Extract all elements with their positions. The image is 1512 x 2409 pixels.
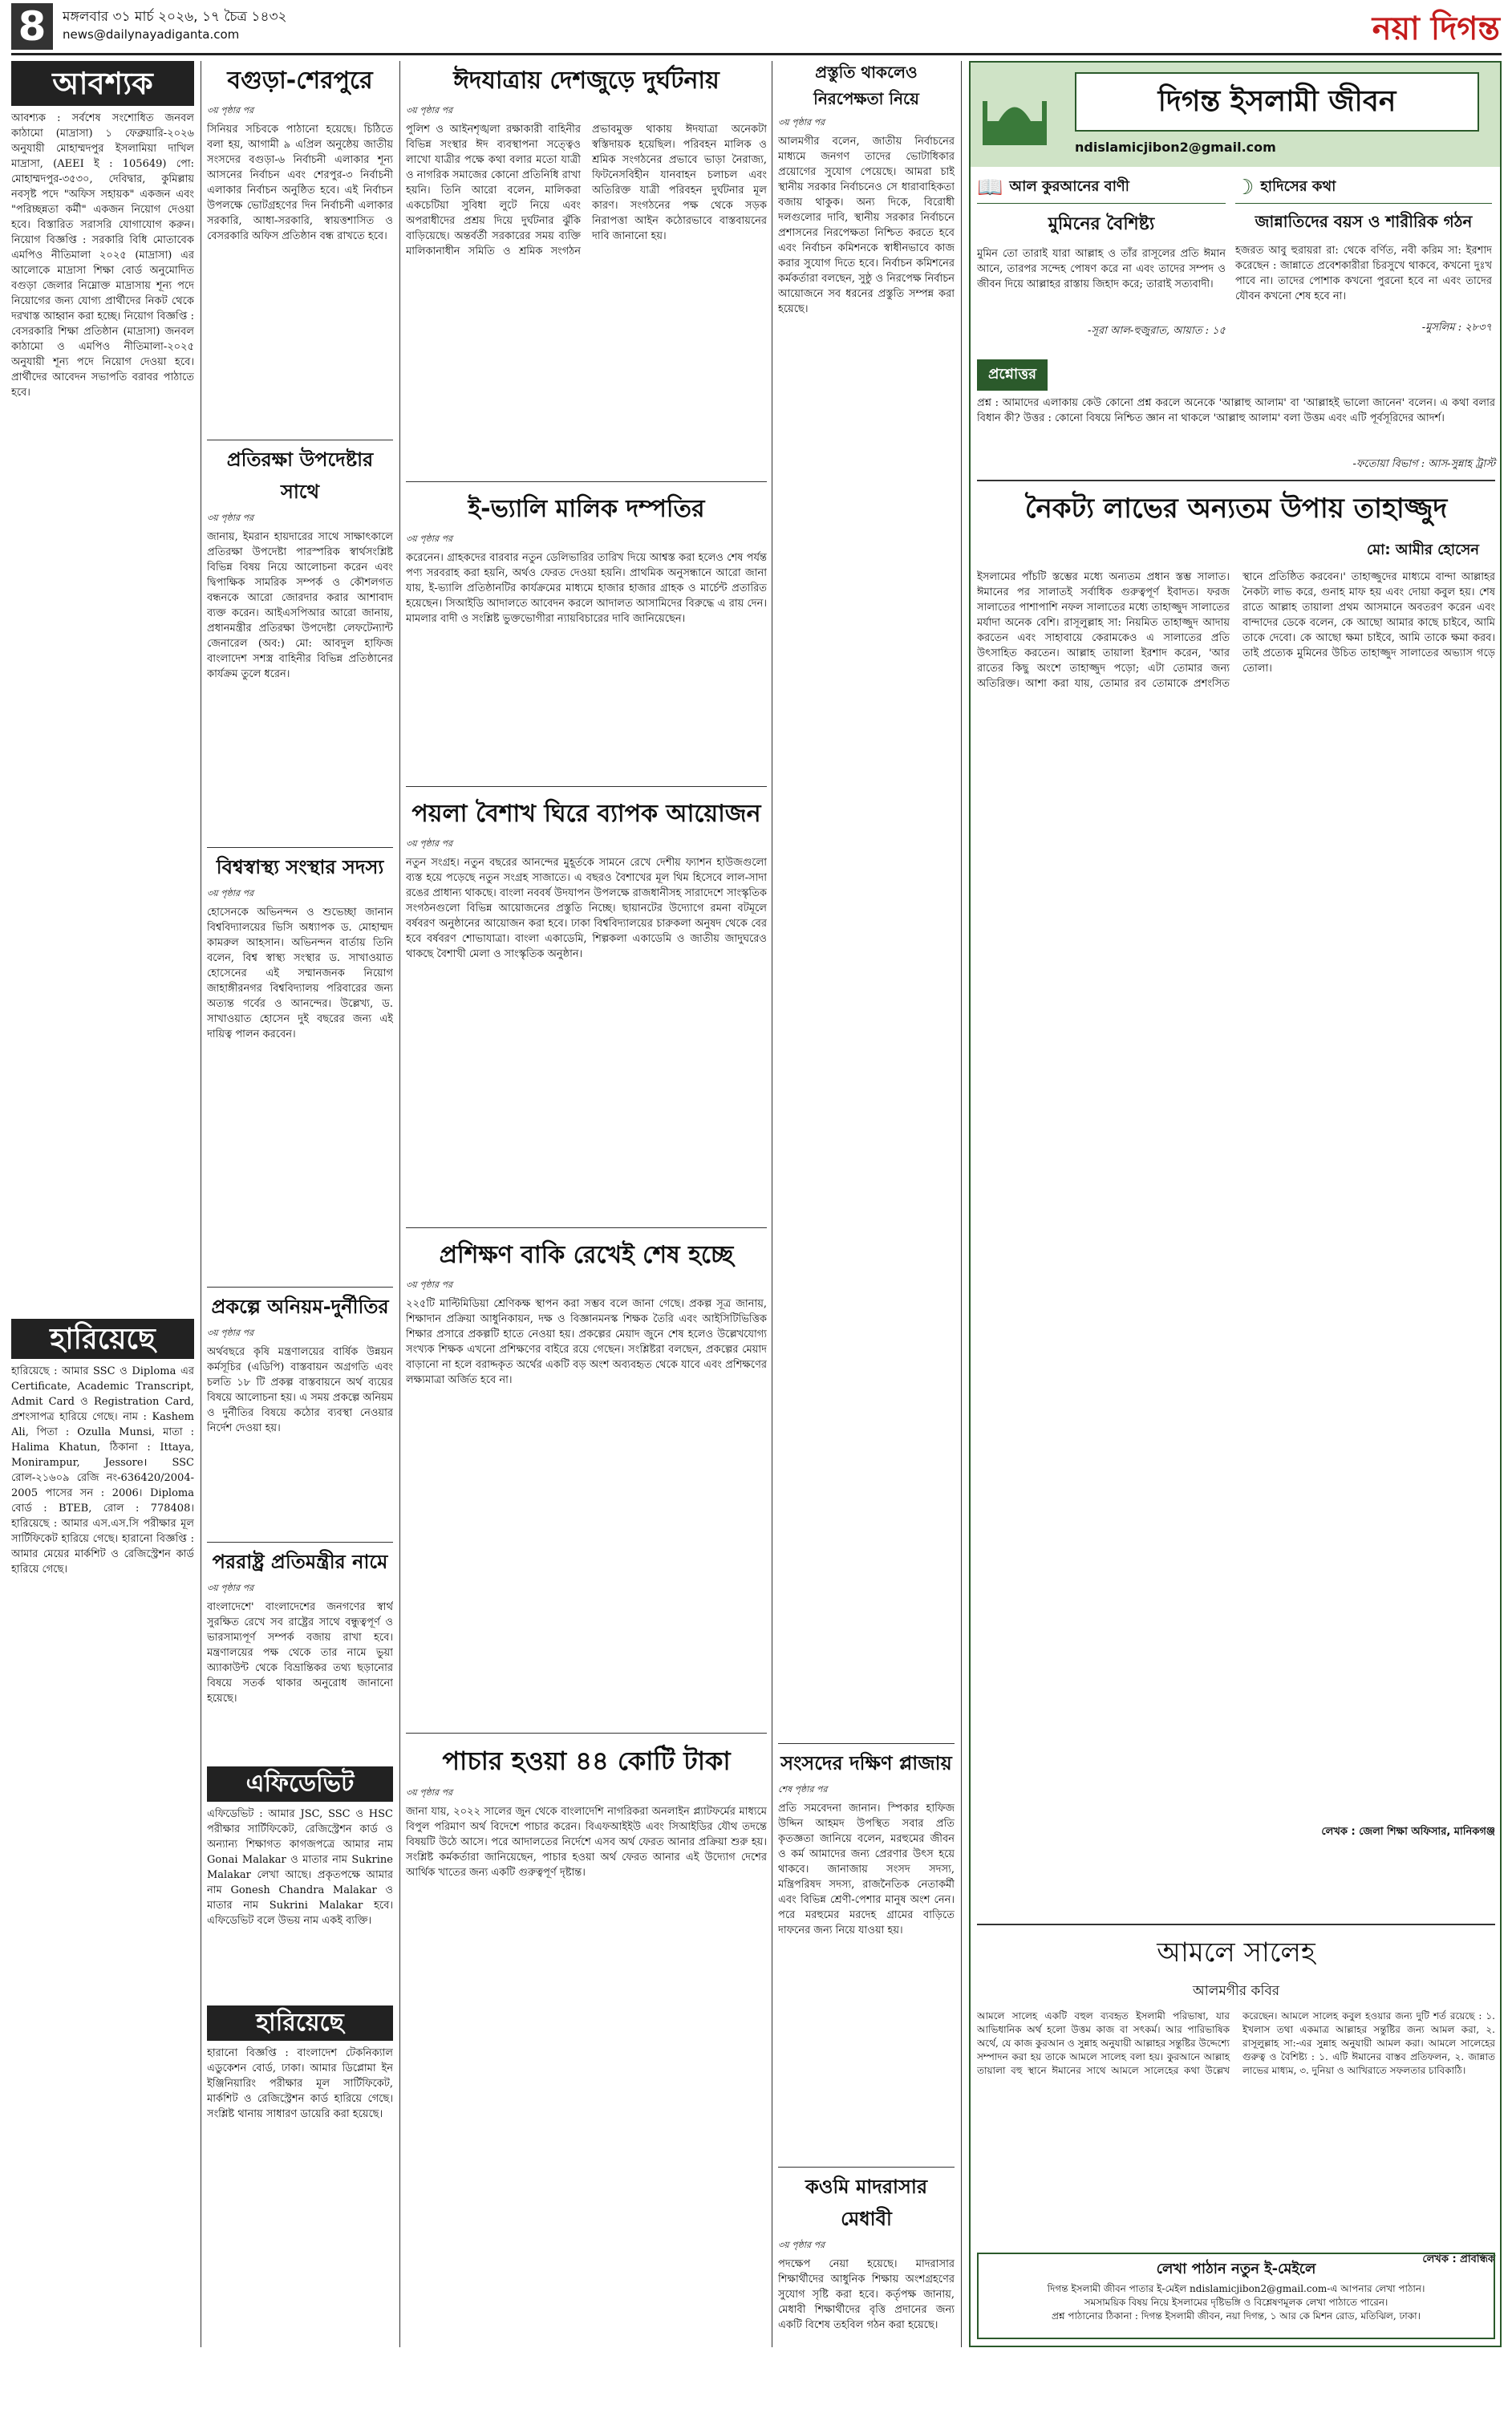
qawmi-headline: কওমি মাদরাসার মেধাবী xyxy=(805,2176,928,2230)
preparation-body: আলমগীর বলেন, জাতীয় নির্বাচনের মাধ্যমে জনগণ তাদের ভোটাধিকার প্রয়োগের সুযোগ পেয়েছে। আমরা চাই স্থানীয় সরকার নির্বাচনেও সে ধারাবাহিকতা বজায় থাকুক। অন্য দিকে, বিরোধী দলগুলোর দাবি, স্থানীয় সরকার নির্বাচনে প্রশাসনের নিরপেক্ষতা নিশ্চিত করতে হবে এবং নির্বাচন কমিশনকে স্বাধীনভাবে কাজ করার সুযোগ দিতে হবে। নির্বাচন কমিশনের কর্মকর্তারা বলছেন, সুষ্ঠু ও নিরপেক্ষ নির্বাচন আয়োজনে সব ধরনের প্রস্তুতি সম্পন্ন করা হয়েছে। xyxy=(778,136,955,315)
boishakh-continued: ৩য় পৃষ্ঠার পর xyxy=(406,838,453,849)
col2-divider xyxy=(399,61,400,2347)
hadith-label-row xyxy=(1235,175,1492,204)
tahajjud-article xyxy=(977,488,1495,1841)
foreign-state-continued: ৩য় পৃষ্ঠার পর xyxy=(207,1583,254,1593)
boishakh-headline: পয়লা বৈশাখ ঘিরে ব্যাপক আয়োজন xyxy=(411,800,761,828)
bogura-headline: বগুড়া-শেরপুরে xyxy=(227,67,373,95)
write-body-2: সমসাময়িক বিষয় নিয়ে ইসলামের দৃষ্টিভঙ্গি ও বিশ্লেষণমূলক লেখা পাঠাতে পারেন। xyxy=(1084,2297,1388,2308)
column-2 xyxy=(207,61,393,2222)
amal-headline: আমলে সালেহ xyxy=(1157,1937,1315,1969)
boishakh-body: নতুন সংগ্রহ। নতুন বছরের আনন্দের মুহূর্তকে সামনে রেখে দেশীয় ফ্যাশন হাউজগুলো ব্যস্ত হয়ে পড়েছে নতুন সংগ্রহ সাজাতে। এ বছরও বৈশাখের মূল থিম হিসেবে লাল-সাদা রঙের প্রাধান্য থাকছে। বাংলা নববর্ষ উদযাপন উপলক্ষে রাজধানীসহ সারাদেশে সাংস্কৃতিক সংগঠনগুলো বিভিন্ন আয়োজনের প্রস্তুতি নিচ্ছে। ছায়ানটের উদ্যোগে রমনা বটমূলে বর্ষবরণ অনুষ্ঠানের আয়োজন করা হবে। ঢাকা বিশ্ববিদ্যালয়ের চারুকলা অনুষদ থেকে বের হবে বর্ষবরণ শোভাযাত্রা। বাংলা একাডেমি, শিল্পকলা একাডেমি ও জাতীয় জাদুঘরেও থাকছে বৈশাখী মেলা ও সাংস্কৃতিক অনুষ্ঠান। xyxy=(406,857,767,960)
quran-label-row xyxy=(977,175,1226,204)
islamic-section xyxy=(969,61,1502,2347)
mosque-icon xyxy=(979,77,1051,149)
hadith-title: জান্নাতিদের বয়স ও শারীরিক গঠন xyxy=(1255,212,1473,231)
lost-title-1: হারিয়েছে xyxy=(11,1319,194,1359)
tahajjud-author: মো: আমীর হোসেন xyxy=(1366,541,1479,558)
quran-label: আল কুরআনের বাণী xyxy=(1009,178,1129,195)
hadith-label: হাদিসের কথা xyxy=(1260,178,1336,195)
qa-ref: -ফতোয়া বিভাগ : আস-সুন্নাহ ট্রাস্ট xyxy=(1352,458,1495,470)
islamic-header xyxy=(971,63,1500,167)
qa-block xyxy=(977,359,1495,473)
qa-title: প্রশ্নোত্তর xyxy=(977,359,1048,391)
lost-body-2: হারানো বিজ্ঞপ্তি : বাংলাদেশ টেকনিক্যাল এডুকেশন বোর্ড, ঢাকা। আমার ডিপ্লোমা ইন ইঞ্জিনিয়ারিং পরীক্ষার মূল সার্টিফিকেট, মার্কশিট ও রেজিস্ট্রেশন কার্ড হারিয়ে গেছে। সংশ্লিষ্ট থানায় সাধারণ ডায়েরি করা হয়েছে। xyxy=(207,2047,393,2120)
qawmi-continued: ৩য় পৃষ্ঠার পর xyxy=(778,2240,825,2250)
training-body: ২২৫টি মাল্টিমিডিয়া শ্রেণিকক্ষ স্থাপন করা সম্ভব বলে জানা গেছে। প্রকল্প সূত্র জানায়, শিক্ষাদান প্রক্রিয়া আধুনিকায়ন, দক্ষ ও বিজ্ঞানমনস্ক শিক্ষক তৈরি এবং আইসিটিভিত্তিক শিক্ষার প্রসারে প্রকল্পটি হাতে নেওয়া হয়। প্রকল্পের মেয়াদ জুনে শেষ হলেও উল্লেখযোগ্য সংখ্যক শিক্ষক এখনো প্রশিক্ষণের বাইরে রয়ে গেছেন। সংশ্লিষ্টরা বলছেন, প্রকল্পের মেয়াদ বাড়ানো না হলে বরাদ্দকৃত অর্থের একটি বড় অংশ অব্যবহৃত থেকে যাবে এবং প্রশিক্ষণের লক্ষ্যমাত্রা অর্জিত হবে না। xyxy=(406,1298,767,1386)
eid-accident-article xyxy=(406,61,767,499)
eid-accident-body: পুলিশ ও আইনশৃঙ্খলা রক্ষাকারী বাহিনীর বিভিন্ন সংস্থার ঈদ ব্যবস্থাপনা সত্ত্বেও লাখো যাত্রীর পক্ষে কথা বলার মতো যাত্রী ও নাগরিক সমাজের কোনো প্রতিনিধি রাখা হয়নি। তিনি আরো বলেন, মালিকরা একচেটিয়া সুবিধা লুটে নিয়ে এবং অপরাধীদের প্রশ্রয় দিয়ে দুর্ঘটনার ঝুঁকি বাড়িয়েছে। অন্তর্বর্তী সরকারের সময় ব্যক্তি মালিকানাধীন সমিতি ও শ্রমিক সংগঠন প্রভাবমুক্ত থাকায় ঈদযাত্রা অনেকটা স্বস্তিদায়ক হয়েছিল। পরিবহন মালিক ও শ্রমিক সংগঠনের প্রভাবে ভাড়া নৈরাজ্য, ফিটনেসবিহীন যানবাহন চলাচল এবং অতিরিক্ত যাত্রী পরিবহন দুর্ঘটনার মূল কারণ। সংগঠনের পক্ষ থেকে সড়ক নিরাপত্তা আইন কঠোরভাবে বাস্তবায়নের দাবি জানানো হয়। xyxy=(406,124,767,258)
defense-headline: প্রতিরক্ষা উপদেষ্টার সাথে xyxy=(226,448,374,503)
masthead-logo: নয়া দিগন্ত xyxy=(1372,10,1500,47)
evaly-headline: ই-ভ্যালি মালিক দম্পতির xyxy=(468,495,705,523)
evaly-article xyxy=(406,489,767,791)
training-continued: ৩য় পৃষ্ঠার পর xyxy=(406,1280,453,1290)
classifieds-title: আবশ্যক xyxy=(11,61,194,106)
classifieds-body: আবশ্যক : সর্বশেষ সংশোধিত জনবল কাঠামো (মাদ্রাসা) ১ ফেব্রুয়ারি-২০২৬ অনুযায়ী মোহাম্মদপুর ইসলামিয়া দাখিল মাদ্রাসা, (AEEI ই : 105649) পো: মোহাম্মদপুর-৩৫৩০, দেবিদ্বার, কুমিল্লায় নবসৃষ্ট পদে "অফিস সহায়ক" একজন এবং "পরিচ্ছন্নতা কর্মী" একজন নিয়োগ দেওয়া হবে। বিস্তারিত সরাসরি যোগাযোগ করুন। নিয়োগ বিজ্ঞপ্তি : সরকারি বিধি মোতাবেক এমপিও নীতিমালা ২০২৫ (মাদ্রাসা) এর আলোকে মাদ্রাসা শিক্ষা বোর্ড অনুমোদিত বগুড়া জেলার নিম্নোক্ত মাদ্রাসায় শূন্য পদে নিয়োগের জন্য যোগ্য প্রার্থীদের নিকট থেকে দরখাস্ত আহ্বান করা হচ্ছে। নিয়োগ বিজ্ঞপ্তি : বেসরকারি শিক্ষা প্রতিষ্ঠান (মাদ্রাসা) জনবল কাঠামো ও এমপিও নীতিমালা-২০২৫ অনুযায়ী শূন্য পদে নিয়োগ দেওয়া হবে। প্রার্থীদের আবেদন সভাপতি বরাবর পাঠাতে হবে। xyxy=(11,112,194,399)
amal-article xyxy=(977,1932,1495,2269)
col2-rule-2 xyxy=(207,847,393,848)
training-headline: প্রশিক্ষণ বাকি রেখেই শেষ হচ্ছে xyxy=(439,1241,734,1269)
eid-accident-rule xyxy=(406,481,767,482)
masthead-date: মঙ্গলবার ৩১ মার্চ ২০২৬, ১৭ চৈত্র ১৪৩২ xyxy=(63,9,287,25)
smuggling-body: জানা যায়, ২০২২ সালের জুন থেকে বাংলাদেশি নাগরিকরা অনলাইন প্ল্যাটফর্মের মাধ্যমে বিপুল পরিমাণ অর্থ বিদেশে পাচার করেন। বিএফআইইউ এবং সিআইডির যৌথ তদন্তে বিষয়টি উঠে আসে। পরে আদালতের নির্দেশে এসব অর্থ ফেরত আনার প্রক্রিয়া শুরু হয়। সংশ্লিষ্ট কর্মকর্তারা জানিয়েছেন, পাচার হওয়া অর্থ ফেরত আনার এই উদ্যোগ দেশের আর্থিক খাতের জন্য একটি গুরুত্বপূর্ণ দৃষ্টান্ত। xyxy=(406,1806,767,1879)
amal-body: আমলে সালেহ একটি বহুল ব্যবহৃত ইসলামী পরিভাষা, যার আভিধানিক অর্থ হলো উত্তম কাজ বা সৎকর্ম। আর পারিভাষিক অর্থে, যে কাজ কুরআন ও সুন্নাহ অনুযায়ী আল্লাহর সন্তুষ্টির উদ্দেশ্যে সম্পাদন করা হয় তাকে আমলে সালেহ বলা হয়। কুরআনে আল্লাহ তায়ালা বহু স্থানে ঈমানের সাথে আমলে সালেহের কথা উল্লেখ করেছেন। আমলে সালেহ কবুল হওয়ার জন্য দুটি শর্ত রয়েছে : ১. ইখলাস তথা একমাত্র আল্লাহর সন্তুষ্টির জন্য আমল করা, ২. রাসূলুল্লাহ সা:-এর সুন্নাহ অনুযায়ী আমল করা। আমলে সালেহের গুরুত্ব ও বৈশিষ্ট্য : ১. এটি ঈমানের বাস্তব প্রতিফলন, ২. জান্নাত লাভের মাধ্যম, ৩. দুনিয়া ও আখিরাতে সফলতার চাবিকাঠি। xyxy=(977,2010,1495,2076)
tahajjud-headline: নৈকট্য লাভের অন্যতম উপায় তাহাজ্জুদ xyxy=(1024,493,1448,525)
write-body-1: দিগন্ত ইসলামী জীবন পাতার ই-মেইল ndislamicjibon2@gmail.com-এ আপনার লেখা পাঠান। xyxy=(1047,2283,1425,2294)
defense-continued: ৩য় পৃষ্ঠার পর xyxy=(207,513,254,523)
irregularity-headline: প্রকল্পে অনিয়ম-দুর্নীতির xyxy=(211,1296,389,1318)
lost-title-2: হারিয়েছে xyxy=(207,2005,393,2041)
preparation-headline: প্রস্তুতি থাকলেও নিরপেক্ষতা নিয়ে xyxy=(813,63,919,108)
col5-rule-1 xyxy=(778,1743,955,1744)
masthead-email: news@dailynayadiganta.com xyxy=(63,27,240,42)
col2-rule-4 xyxy=(207,1542,393,1543)
qawmi-body: পদক্ষেপ নেয়া হয়েছে। মাদরাসার শিক্ষার্থীদের আধুনিক শিক্ষায় অংশগ্রহণের সুযোগ সৃষ্টি করা হবে। কর্তৃপক্ষ জানায়, মেধাবী শিক্ষার্থীদের বৃত্তি প্রদানের জন্য একটি বিশেষ তহবিল গঠন করা হয়েছে। xyxy=(778,2258,955,2331)
tahajjud-sign: লেখক : জেলা শিক্ষা অফিসার, মানিকগঞ্জ xyxy=(1321,1826,1495,1838)
training-article xyxy=(406,1235,767,1746)
bogura-body: সিনিয়র সচিবকে পাঠানো হয়েছে। চিঠিতে বলা হয়, আগামী ৯ এপ্রিল অনুষ্ঠেয় জাতীয় সংসদের বগুড়া-৬ নির্বাচনী এলাকার শূন্য আসনের নির্বাচন এবং শেরপুর-৩ নির্বাচনী এলাকার নির্বাচন অনুষ্ঠিত হবে। এই নির্বাচন উপলক্ষে ভোটগ্রহণের দিন নির্বাচনী এলাকার সরকারি, আধা-সরকারি, স্বায়ত্তশাসিত ও বেসরকারি অফিস প্রতিষ্ঠান বন্ধ রাখতে হবে। xyxy=(207,124,393,242)
foreign-state-body: বাংলাদেশে' বাংলাদেশের জনগণের স্বার্থ সুরক্ষিত রেখে সব রাষ্ট্রের সাথে বন্ধুত্বপূর্ণ ও ভারসাম্যপূর্ণ সম্পর্ক বজায় রাখা হবে। মন্ত্রণালয়ের পক্ষ থেকে তার নামে ভুয়া অ্যাকাউন্ট থেকে বিভ্রান্তিকর তথ্য ছড়ানোর বিষয়ে সতর্ক থাকার অনুরোধ জানানো হয়েছে। xyxy=(207,1601,393,1705)
col5-divider xyxy=(961,61,962,2347)
tahajjud-body: ইসলামের পাঁচটি স্তম্ভের মধ্যে অন্যতম প্রধান স্তম্ভ সালাত। ঈমানের পর সালাতই সর্বাধিক গুরুত্বপূর্ণ ইবাদত। ফরজ সালাতের পাশাপাশি নফল সালাতের মধ্যে তাহাজ্জুদ সালাতের মর্যাদা অনেক বেশি। রাসূলুল্লাহ সা: নিয়মিত তাহাজ্জুদ আদায় করতেন এবং সাহাবায়ে কেরামকেও এ সালাতের প্রতি উৎসাহিত করতেন। আল্লাহ তায়ালা ইরশাদ করেন, 'আর রাতের কিছু অংশে তাহাজ্জুদ পড়ো; এটা তোমার জন্য অতিরিক্ত। আশা করা যায়, তোমার রব তোমাকে প্রশংসিত স্থানে প্রতিষ্ঠিত করবেন।' তাহাজ্জুদের মাধ্যমে বান্দা আল্লাহর নৈকট্য লাভ করে, গুনাহ মাফ হয় এবং দোয়া কবুল হয়। শেষ রাতে আল্লাহ তায়ালা প্রথম আসমানে অবতরণ করেন এবং বান্দাদের ডেকে বলেন, কে আছো আমার কাছে চাইবে, আমি তাকে দেবো। কে আছো ক্ষমা চাইবে, আমি তাকে ক্ষমা করব। তাই প্রত্যেক মুমিনের উচিত তাহাজ্জুদ সালাতের অভ্যাস গড়ে তোলা। xyxy=(977,571,1495,690)
affidavit-body: এফিডেভিট : আমার JSC, SSC ও HSC পরীক্ষার সার্টিফিকেট, রেজিস্ট্রেশন কার্ড ও অন্যান্য শিক্ষাগত কাগজপত্রে আমার নাম Gonai Malakar ও মাতার নাম Sukrine Malakar লেখা আছে। প্রকৃতপক্ষে আমার নাম Gonesh Chandra Malakar ও মাতার নাম Sukrini Malakar হবে। এফিডেভিট বলে উভয় নাম একই ব্যক্তি। xyxy=(207,1808,393,1927)
page-number-box xyxy=(11,3,53,50)
smuggling-article xyxy=(406,1741,767,2318)
who-headline: বিশ্বস্বাস্থ্য সংস্থার সদস্য xyxy=(216,856,384,878)
training-rule xyxy=(406,1733,767,1734)
eid-accident-continued: ৩য় পৃষ্ঠার পর xyxy=(406,105,453,116)
preparation-continued: ৩য় পৃষ্ঠার পর xyxy=(778,117,825,128)
tahajjud-top-rule xyxy=(977,480,1495,481)
boishakh-rule xyxy=(406,1227,767,1228)
hadith-ref: -মুসলিম : ২৮৩৭ xyxy=(1421,322,1492,334)
irregularity-continued: ৩য় পৃষ্ঠার পর xyxy=(207,1328,254,1338)
islamic-header-title: দিগন্ত ইসলামী জীবন xyxy=(1157,85,1396,118)
evaly-rule xyxy=(406,786,767,787)
column-5 xyxy=(778,61,955,2409)
amal-author: আলমগীর কবির xyxy=(1192,1983,1280,1999)
islamic-header-title-box xyxy=(1075,72,1479,132)
col2-rule-3 xyxy=(207,1287,393,1288)
smuggling-continued: ৩য় পৃষ্ঠার পর xyxy=(406,1787,453,1798)
parliament-headline: সংসদের দক্ষিণ প্লাজায় xyxy=(780,1752,952,1774)
eid-accident-headline: ঈদযাত্রায় দেশজুড়ে দুর্ঘটনায় xyxy=(453,67,720,95)
amal-sign: লেখক : প্রাবন্ধিক xyxy=(1422,2253,1495,2265)
who-body: হোসেনকে অভিনন্দন ও শুভেচ্ছা জানান বিশ্ববিদ্যালয়ের ভিসি অধ্যাপক ড. মোহাম্মদ কামরুল আহসান। অভিনন্দন বার্তায় তিনি বলেন, বিশ্ব স্বাস্থ্য সংস্থার ড. সাখাওয়াত হোসেনের এই সম্মানজনক নিয়োগ জাহাঙ্গীরনগর বিশ্ববিদ্যালয় পরিবারের জন্য অত্যন্ত গর্বের ও আনন্দের। উল্লেখ্য, ড. সাখাওয়াত হোসেন দুই বছরের জন্য এই দায়িত্ব পালন করবেন। xyxy=(207,906,393,1040)
evaly-body: করেনেন। গ্রাহকদের বারবার নতুন ডেলিভারির তারিখ দিয়ে আশ্বস্ত করা হলেও শেষ পর্যন্ত পণ্য সরবরাহ করা হয়নি, অর্থও ফেরত দেওয়া হয়নি। প্রাথমিক অনুসন্ধানে আরো জানা যায়, ই-ভ্যালি প্রতিষ্ঠানটির কার্যক্রমের মাধ্যমে হাজার হাজার গ্রাহক ও মার্চেন্ট প্রতারিত হয়েছেন। সিআইডি আদালতে আবেদন করলে আদালত আসামিদের বিরুদ্ধে এ রায় দেন। মামলার বাদী ও সংশ্লিষ্ট ভুক্তভোগীরা ন্যায়বিচারের দাবি জানিয়েছেন। xyxy=(406,552,767,625)
hadith-block xyxy=(1235,175,1492,337)
boishakh-article xyxy=(406,794,767,1232)
affidavit-title: এফিডেভিট xyxy=(207,1766,393,1802)
hadith-body: হজরত আবু হুরায়রা রা: থেকে বর্ণিত, নবী করিম সা: ইরশাদ করেছেন : জান্নাতে প্রবেশকারীরা চিরসুখে থাকবে, কখনো দুঃখ পাবে না। তাদের পোশাক কখনো পুরনো হবে না এবং তাদের যৌবন কখনো শেষ হবে না। xyxy=(1235,245,1492,302)
write-title: লেখা পাঠান নতুন ই-মেইলে xyxy=(1156,2261,1316,2277)
qa-body: প্রশ্ন : আমাদের এলাকায় কেউ কোনো প্রশ্ন করলে অনেকে 'আল্লাহু আলাম' বা 'আল্লাহই ভালো জানেন' বলেন। এ কথা বলার বিধান কী? উত্তর : কোনো বিষয়ে নিশ্চিত জ্ঞান না থাকলে 'আল্লাহু আলাম' বলা উত্তম এবং এটি পূর্বসূরিদের আদর্শ। xyxy=(977,397,1495,424)
parliament-body: প্রতি সমবেদনা জানান। স্পিকার হাফিজ উদ্দিন আহমদ উপস্থিত সবার প্রতি কৃতজ্ঞতা জানিয়ে বলেন, মরহুমের জীবন ও কর্ম আমাদের জন্য প্রেরণার উৎস হয়ে থাকবে। জানাজায় সংসদ সদস্য, মন্ত্রিপরিষদ সদস্য, রাজনৈতিক নেতাকর্মী এবং বিভিন্ন শ্রেণী-পেশার মানুষ অংশ নেন। পরে মরহুমের মরদেহ গ্রামের বাড়িতে দাফনের জন্য নিয়ে যাওয়া হয়। xyxy=(778,1803,955,1937)
lost-body-1: হারিয়েছে : আমার SSC ও Diploma এর Certificate, Academic Transcript, Admit Card ও Registration Card, প্রশংসাপত্র হারিয়ে গেছে। নাম : Kashem Ali, পিতা : Ozulla Munsi, মাতা : Halima Khatun, ঠিকানা : Ittaya, Monirampur, Jessore। SSC রোল-২১৬০৯ রেজি নং-636420/2004-2005 পাসের সন : 2006। Diploma বোর্ড : BTEB, রোল : 778408। হারিয়েছে : আমার এস.এস.সি পরীক্ষার মূল সার্টিফিকেট হারিয়ে গেছে। হারানো বিজ্ঞপ্তি : আমার মেয়ের মার্কশিট ও রেজিস্ট্রেশন কার্ড হারিয়ে গেছে। xyxy=(11,1365,194,1576)
islamic-header-email: ndislamicjibon2@gmail.com xyxy=(1075,140,1276,155)
masthead-rule xyxy=(11,53,1502,55)
who-continued: ৩য় পৃষ্ঠার পর xyxy=(207,888,254,898)
irregularity-body: অর্থবছরে কৃষি মন্ত্রণালয়ের বার্ষিক উন্নয়ন কর্মসূচির (এডিপি) বাস্তবায়ন অগ্রগতি এবং চলতি ১৮ টি প্রকল্প বাস্তবায়নে অর্থ ব্যয়ের বিষয়ে আলোচনা হয়। এ সময় প্রকল্পে অনিয়ম ও দুর্নীতির বিষয়ে কঠোর ব্যবস্থা নেওয়ার নির্দেশ দেওয়া হয়। xyxy=(207,1346,393,1434)
foreign-state-headline: পররাষ্ট্র প্রতিমন্ত্রীর নামে xyxy=(212,1551,388,1573)
smuggling-headline: পাচার হওয়া ৪৪ কোটি টাকা xyxy=(442,1746,731,1776)
page-number: 8 xyxy=(18,3,47,50)
quran-title: মুমিনের বৈশিষ্ট্য xyxy=(1048,213,1155,234)
book-icon: 📖 xyxy=(977,175,1003,200)
evaly-continued: ৩য় পৃষ্ঠার পর xyxy=(406,533,453,544)
quran-ref: -সূরা আল-হুজুরাত, আয়াত : ১৫ xyxy=(1087,325,1226,337)
defense-body: জানায়, ইমরান হায়দারের সাথে সাক্ষাৎকালে প্রতিরক্ষা উপদেষ্টা পারস্পরিক স্বার্থসংশ্লিষ্ট বিভিন্ন বিষয় নিয়ে আলোচনা করেন এবং দ্বিপাক্ষিক সামরিক সম্পর্ক ও কৌশলগত বন্ধনকে আরো জোরদার করার আশাবাদ ব্যক্ত করেন। আইএসপিআর আরো জানায়, প্রধানমন্ত্রীর প্রতিরক্ষা উপদেষ্টা লেফটেন্যান্ট জেনারেল (অব:) মো: আবদুল হাফিজ বাংলাদেশ সশস্ত্র বাহিনীর বিভিন্ন প্রতিষ্ঠানের কার্যক্রম তুলে ধরেন। xyxy=(207,531,393,680)
crescent-icon: ☽ xyxy=(1235,175,1255,200)
quran-block xyxy=(977,175,1226,340)
classifieds-column xyxy=(11,61,194,2358)
quran-body: মুমিন তো তারাই যারা আল্লাহ ও তাঁর রাসূলের প্রতি ঈমান আনে, তারপর সন্দেহ পোষণ করে না এবং তাদের সম্পদ ও জীবন দিয়ে আল্লাহর রাস্তায় জিহাদ করে; তারাই সত্যবাদী। xyxy=(977,248,1226,290)
amal-top-rule xyxy=(977,1924,1495,1925)
bogura-continued: ৩য় পৃষ্ঠার পর xyxy=(207,105,254,116)
write-body-3: প্রশ্ন পাঠানোর ঠিকানা : দিগন্ত ইসলামী জীবন, নয়া দিগন্ত, ১ আর কে মিশন রোড, মতিঝিল, ঢাকা। xyxy=(1052,2310,1421,2322)
write-box xyxy=(977,2253,1495,2339)
parliament-continued: শেষ পৃষ্ঠার পর xyxy=(778,1784,828,1795)
col5-rule-2 xyxy=(778,2167,955,2168)
